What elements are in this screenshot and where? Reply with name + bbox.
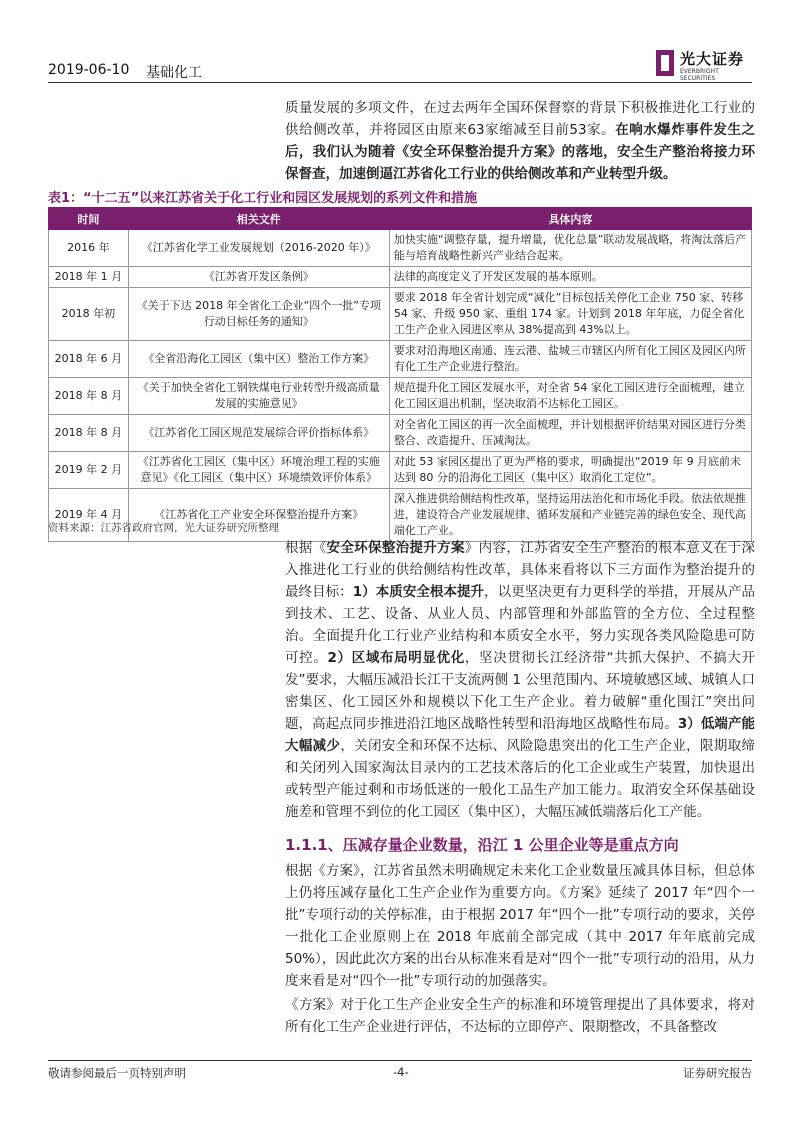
logo-name-cn: 光大证券 <box>680 50 745 68</box>
p2-target-3: 3）低端产能大幅减少 <box>285 716 755 754</box>
report-date: 2019-06-10 <box>48 62 130 78</box>
cell-doc: 《江苏省化工园区规范发展综合评价指标体系》 <box>128 415 389 452</box>
p2-target-2: 2）区域布局明显优化 <box>327 650 465 666</box>
cell-content: 对此 53 家园区提出了更为严格的要求，明确提出“2019 年 9 月底前未达到 80 分的沿海化工园区（集中区）取消化工定位”。 <box>389 452 751 489</box>
cell-doc: 《江苏省化工产业安全环保整治提升方案》 <box>128 489 389 542</box>
page-footer <box>48 1060 752 1081</box>
cell-content: 加快实施“调整存量，提升增量，优化总量”联动发展战略，将淘汰落后产能与培育战略性新兴产业结合起来。 <box>389 230 751 267</box>
page-header <box>48 50 752 88</box>
logo-mark-icon <box>656 50 674 76</box>
footer-report-type: 证券研究报告 <box>683 1066 752 1080</box>
intro-text: 质量发展的多项文件，在过去两年全国环保督察的背景下积极推进化工行业的供给侧改革，并将园区由原来63家缩减至目前53家。 <box>285 100 755 138</box>
page-number: -4- <box>393 1065 409 1079</box>
cell-content: 要求 2018 年全省计划完成“减化”目标包括关停化工企业 750 家、转移 54 家、升级 950 家、重组 174 家。计划到 2018 年年底，力促全省化工生产企业入园进区率从 38%提高到 43%以上。 <box>389 288 751 341</box>
table-row <box>49 415 752 452</box>
p2-d: ，坚决贯彻长江经济带“共抓大保护、不搞大开发”要求，大幅压减沿长江干支流两侧 1 公里范围内、环境敏感区域、城镇人口密集区、化工园区外和规模以下化工生产企业。着力破解“重化围江”突出问题，高起点同步推进沿江地区战略性转型和沿海地区战略性布局。 <box>285 650 755 732</box>
cell-time: 2018 年 6 月 <box>49 341 129 378</box>
cell-time: 2019 年 2 月 <box>49 452 129 489</box>
table-row <box>49 267 752 288</box>
cell-doc: 《江苏省开发区条例》 <box>128 267 389 288</box>
body-paragraph-1: 根据《方案》，江苏省虽然未明确规定未来化工企业数量压减具体目标，但总体上仍将压减存量化工生产企业作为重要方向。《方案》延续了 2017 年“四个一批”专项行动的关停标准，由于根据 2017 年“四个一批”专项行动的要求，关停一批化工企业原则上在 2018 年底前全部完成（其中 2017 年年底前完成 50%），因此此次方案的出台从标准来看是对“四个一批”专项行动的沿用，从力度来看是对“四个一批”专项行动的加强落实。 <box>285 863 755 989</box>
cell-doc: 《江苏省化学工业发展规划（2016-2020 年）》 <box>128 230 389 267</box>
cell-doc: 《全省沿海化工园区（集中区）整治工作方案》 <box>128 341 389 378</box>
cell-time: 2018 年初 <box>49 288 129 341</box>
p2-a: 根据《 <box>285 540 327 556</box>
cell-content: 要求对沿海地区南通、连云港、盐城三市辖区内所有化工园区及园区内所有化工生产企业进行整治。 <box>389 341 751 378</box>
cell-content: 深入推进供给侧结构性改革，坚持运用法治化和市场化手段。依法依规推进，建设符合产业发展规律、循环发展和产业链完善的绿色安全、现代高端化工产业。 <box>389 489 751 542</box>
intro-bold: 在响水爆炸事件发生之后，我们认为随着《安全环保整治提升方案》的落地，安全生产整治将接力环保督查，加速倒逼江苏省化工行业的供给侧改革和产业转型升级。 <box>285 122 756 182</box>
targets-paragraph <box>285 537 755 823</box>
table-row <box>49 452 752 489</box>
table-row <box>49 378 752 415</box>
table-source: 资料来源：江苏省政府官网，光大证券研究所整理 <box>48 522 279 534</box>
cell-time: 2016 年 <box>49 230 129 267</box>
cell-time: 2019 年 4 月 <box>49 489 129 542</box>
cell-doc: 《关于加快全省化工钢铁煤电行业转型升级高质量发展的实施意见》 <box>128 378 389 415</box>
p2-a-bold: 安全环保整治提升方案 <box>326 540 465 556</box>
report-sector: 基础化工 <box>146 65 202 81</box>
table-header-doc: 相关文件 <box>128 208 389 230</box>
p2-c: ，以更坚决更有力更科学的举措，开展从产品到技术、工艺、设备、从业人员、内部管理和外部监管的全方位、全过程整治。全面提升化工行业产业结构和本质安全水平，努力实现各类风险隐患可防可控。 <box>285 584 755 666</box>
table-header-content: 具体内容 <box>389 208 751 230</box>
cell-content: 规范提升化工园区发展水平，对全省 54 家化工园区进行全面梳理，建立化工园区退出机制，坚决取消不达标化工园区。 <box>389 378 751 415</box>
cell-doc: 《关于下达 2018 年全省化工企业“四个一批”专项行动目标任务的通知》 <box>128 288 389 341</box>
table-header-time: 时间 <box>49 208 129 230</box>
p2-target-1: 1）本质安全根本提升 <box>352 584 485 600</box>
logo-name-en: EVERBRIGHT SECURITIES <box>680 68 719 82</box>
cell-content: 法律的高度定义了开发区发展的基本原则。 <box>389 267 751 288</box>
cell-time: 2018 年 8 月 <box>49 415 129 452</box>
cell-doc: 《江苏省化工园区（集中区）环境治理工程的实施意见》《化工园区（集中区）环境绩效评价体系》 <box>128 452 389 489</box>
table-row <box>49 230 752 267</box>
p2-b: 》内容，江苏省安全生产整治的根本意义在于深入推进化工行业的供给侧结构性改革，具体来看将以下三方面作为整治提升的最终目标： <box>285 540 756 600</box>
cell-content: 对全省化工园区的再一次全面梳理，并计划根据评价结果对园区进行分类整合、改造提升、压减淘汰。 <box>389 415 751 452</box>
table-row <box>49 288 752 341</box>
cell-time: 2018 年 8 月 <box>49 378 129 415</box>
table-row <box>49 341 752 378</box>
brand-logo <box>656 46 752 82</box>
table-title: 表1：“十二五”以来江苏省关于化工行业和园区发展规划的系列文件和措施 <box>48 191 478 206</box>
body-paragraph-2: 《方案》对于化工生产企业安全生产的标准和环境管理提出了具体要求，将对所有化工生产企业进行评估，不达标的立即停产、限期整改，不具备整改 <box>285 997 755 1035</box>
section-heading: 1.1.1、压减存量企业数量，沿江 1 公里企业等是重点方向 <box>285 836 679 854</box>
cell-time: 2018 年 1 月 <box>49 267 129 288</box>
footer-disclaimer: 敬请参阅最后一页特别声明 <box>48 1066 186 1080</box>
intro-paragraph <box>285 97 755 185</box>
p2-e: ，关闭安全和环保不达标、风险隐患突出的化工生产企业，限期取缔和关闭列入国家淘汰目录内的工艺技术落后的化工企业或生产装置，加快退出或转型产能过剩和市场低迷的一般化工品生产加工能力。取消安全环保基础设施差和管理不到位的化工园区（集中区），大幅压减低端落后化工产能。 <box>285 738 756 820</box>
policy-table <box>48 207 752 542</box>
header-rule <box>48 82 752 83</box>
